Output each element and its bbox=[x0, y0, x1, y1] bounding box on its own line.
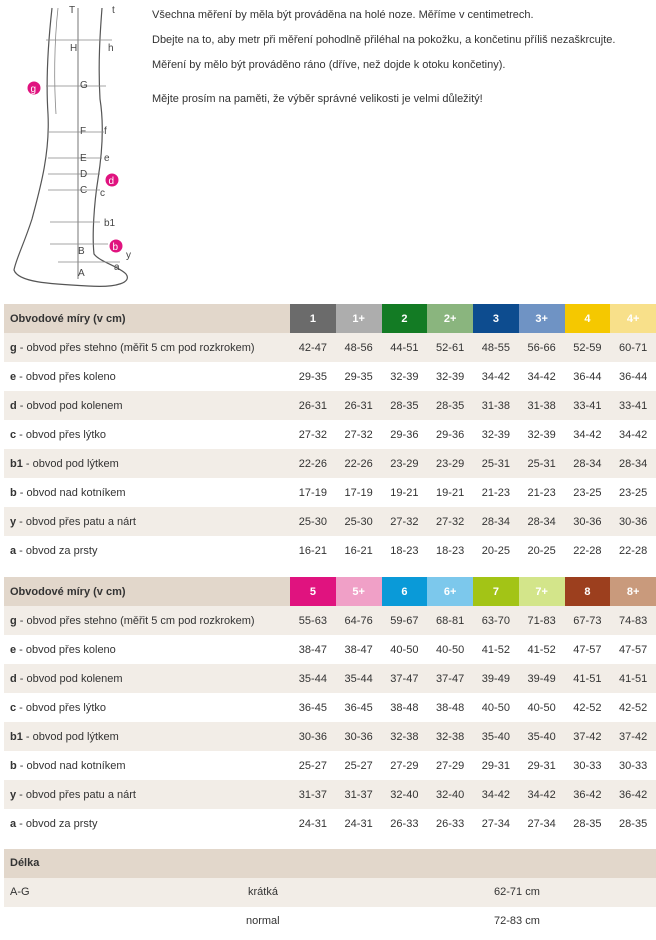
svg-text:y: y bbox=[126, 250, 131, 261]
size-header-8-plus: 8+ bbox=[610, 577, 656, 606]
size-header-7-plus: 7+ bbox=[519, 577, 565, 606]
measurement-description: - obvod za prsty bbox=[16, 544, 98, 557]
size-header-7: 7 bbox=[473, 577, 519, 606]
measurement-description: - obvod přes stehno (měřit 5 cm pod rozkrokem) bbox=[16, 341, 255, 354]
table-row bbox=[4, 780, 656, 809]
measurement-value: 34-42 bbox=[565, 420, 611, 449]
measurement-label bbox=[4, 536, 290, 565]
measurement-label bbox=[4, 693, 290, 722]
measurement-code: c bbox=[10, 701, 17, 714]
measurement-value: 25-27 bbox=[336, 751, 382, 780]
measurement-value: 28-35 bbox=[610, 809, 656, 838]
table-row bbox=[4, 635, 656, 664]
measurement-value: 35-40 bbox=[473, 722, 519, 751]
measurement-value: 20-25 bbox=[519, 536, 565, 565]
measurement-label bbox=[4, 722, 290, 751]
measurement-value: 31-38 bbox=[519, 391, 565, 420]
measurement-value: 25-30 bbox=[336, 507, 382, 536]
table-row bbox=[4, 362, 656, 391]
measurement-code: d bbox=[10, 399, 17, 412]
svg-text:C: C bbox=[80, 185, 88, 196]
instructions-section bbox=[0, 0, 656, 296]
measurement-value: 29-31 bbox=[473, 751, 519, 780]
measurement-value: 24-31 bbox=[336, 809, 382, 838]
measurement-code: y bbox=[10, 515, 17, 528]
length-type: krátká bbox=[248, 886, 278, 898]
measurement-value: 56-66 bbox=[519, 333, 565, 362]
size-header-2-plus: 2+ bbox=[427, 304, 473, 333]
measurement-value: 27-32 bbox=[290, 420, 336, 449]
measurement-code: d bbox=[10, 672, 17, 685]
measurement-description: - obvod přes patu a nárt bbox=[16, 515, 136, 528]
measurement-value: 36-45 bbox=[336, 693, 382, 722]
measurement-value: 27-34 bbox=[473, 809, 519, 838]
table-row bbox=[4, 693, 656, 722]
measurement-value: 74-83 bbox=[610, 606, 656, 635]
measurement-value: 25-30 bbox=[290, 507, 336, 536]
table-header-row bbox=[4, 577, 656, 606]
measurement-value: 23-29 bbox=[427, 449, 473, 478]
measurement-value: 40-50 bbox=[473, 693, 519, 722]
measurement-description: - obvod pod lýtkem bbox=[22, 457, 119, 470]
instruction-3: Měření by mělo být prováděno ráno (dříve, než dojde k otoku končetiny). bbox=[152, 59, 506, 71]
measurement-value: 35-40 bbox=[519, 722, 565, 751]
measurement-value: 41-52 bbox=[519, 635, 565, 664]
measurement-value: 17-19 bbox=[336, 478, 382, 507]
table-row bbox=[4, 507, 656, 536]
measurement-value: 27-29 bbox=[427, 751, 473, 780]
measurement-value: 27-29 bbox=[382, 751, 428, 780]
length-header: Délka bbox=[4, 849, 656, 878]
measurement-label bbox=[4, 478, 290, 507]
measurement-value: 41-52 bbox=[473, 635, 519, 664]
measurement-description: - obvod pod lýtkem bbox=[22, 730, 119, 743]
table-header-label: Obvodové míry (v cm) bbox=[4, 577, 290, 606]
measurement-value: 52-61 bbox=[427, 333, 473, 362]
measurement-value: 40-50 bbox=[519, 693, 565, 722]
measurement-value: 40-50 bbox=[382, 635, 428, 664]
measurement-value: 32-39 bbox=[473, 420, 519, 449]
measurement-code: e bbox=[10, 643, 17, 656]
measurement-value: 34-42 bbox=[519, 780, 565, 809]
measurement-value: 29-36 bbox=[427, 420, 473, 449]
measurement-code: a bbox=[10, 817, 17, 830]
measurement-value: 40-50 bbox=[427, 635, 473, 664]
measurement-label bbox=[4, 333, 290, 362]
measurement-value: 68-81 bbox=[427, 606, 473, 635]
measurement-value: 55-63 bbox=[290, 606, 336, 635]
measurement-value: 29-31 bbox=[519, 751, 565, 780]
svg-text:H: H bbox=[70, 43, 78, 54]
measurement-value: 28-34 bbox=[610, 449, 656, 478]
table-header-row bbox=[4, 304, 656, 333]
svg-text:b1: b1 bbox=[104, 218, 116, 229]
length-row bbox=[4, 878, 656, 907]
measurement-value: 19-21 bbox=[382, 478, 428, 507]
measurement-label bbox=[4, 449, 290, 478]
measurement-value: 30-33 bbox=[610, 751, 656, 780]
svg-text:b: b bbox=[112, 242, 119, 253]
instruction-2: Dbejte na to, aby metr při měření pohodlně přiléhal na pokožku, a končetinu příliš nezaškrcujte. bbox=[152, 34, 616, 46]
size-header-8: 8 bbox=[565, 577, 611, 606]
measurement-description: - obvod přes lýtko bbox=[16, 701, 106, 714]
svg-text:e: e bbox=[104, 153, 110, 164]
size-table-1 bbox=[4, 304, 656, 565]
measurement-value: 34-42 bbox=[519, 362, 565, 391]
size-header-1-plus: 1+ bbox=[336, 304, 382, 333]
measurement-value: 32-39 bbox=[382, 362, 428, 391]
measurement-value: 23-25 bbox=[610, 478, 656, 507]
measurement-value: 37-47 bbox=[382, 664, 428, 693]
measurement-value: 38-47 bbox=[290, 635, 336, 664]
measurement-label bbox=[4, 635, 290, 664]
measurement-label bbox=[4, 391, 290, 420]
measurement-value: 38-47 bbox=[336, 635, 382, 664]
measurement-value: 27-32 bbox=[382, 507, 428, 536]
measurement-value: 29-35 bbox=[336, 362, 382, 391]
measurement-value: 47-57 bbox=[565, 635, 611, 664]
measurement-description: - obvod pod kolenem bbox=[16, 672, 123, 685]
svg-text:F: F bbox=[80, 126, 87, 137]
measurement-value: 28-35 bbox=[382, 391, 428, 420]
length-table bbox=[4, 849, 656, 936]
measurement-value: 23-29 bbox=[382, 449, 428, 478]
measurement-value: 32-40 bbox=[427, 780, 473, 809]
measurement-description: - obvod přes koleno bbox=[16, 370, 116, 383]
svg-text:E: E bbox=[80, 153, 87, 164]
measurement-value: 30-36 bbox=[290, 722, 336, 751]
measurement-value: 26-33 bbox=[382, 809, 428, 838]
size-header-6: 6 bbox=[382, 577, 428, 606]
measurement-value: 18-23 bbox=[382, 536, 428, 565]
measurement-value: 32-38 bbox=[382, 722, 428, 751]
measurement-value: 36-44 bbox=[610, 362, 656, 391]
measurement-label bbox=[4, 780, 290, 809]
measurement-code: a bbox=[10, 544, 17, 557]
measurement-value: 71-83 bbox=[519, 606, 565, 635]
measurement-description: - obvod přes stehno (měřit 5 cm pod rozkrokem) bbox=[16, 614, 255, 627]
measurement-label bbox=[4, 606, 290, 635]
measurement-value: 64-76 bbox=[336, 606, 382, 635]
measurement-value: 48-55 bbox=[473, 333, 519, 362]
svg-text:A: A bbox=[78, 268, 85, 279]
measurement-value: 37-47 bbox=[427, 664, 473, 693]
measurement-value: 39-49 bbox=[519, 664, 565, 693]
length-type: normal bbox=[246, 915, 280, 927]
measurement-value: 59-67 bbox=[382, 606, 428, 635]
measurement-code: b1 bbox=[10, 457, 23, 470]
measurement-value: 21-23 bbox=[519, 478, 565, 507]
measurement-value: 44-51 bbox=[382, 333, 428, 362]
size-header-5: 5 bbox=[290, 577, 336, 606]
table-row bbox=[4, 809, 656, 838]
measurement-value: 26-31 bbox=[336, 391, 382, 420]
measurement-value: 32-38 bbox=[427, 722, 473, 751]
measurement-value: 41-51 bbox=[610, 664, 656, 693]
size-header-3-plus: 3+ bbox=[519, 304, 565, 333]
measurement-value: 30-36 bbox=[610, 507, 656, 536]
measurement-value: 17-19 bbox=[290, 478, 336, 507]
measurement-value: 36-44 bbox=[565, 362, 611, 391]
measurement-value: 31-37 bbox=[290, 780, 336, 809]
table-row bbox=[4, 420, 656, 449]
length-measure: A-G bbox=[10, 886, 30, 898]
measurement-value: 34-42 bbox=[610, 420, 656, 449]
svg-text:f: f bbox=[104, 126, 107, 137]
measurement-code: g bbox=[10, 614, 17, 627]
length-row bbox=[4, 907, 656, 936]
measurement-value: 23-25 bbox=[565, 478, 611, 507]
measurement-value: 28-34 bbox=[519, 507, 565, 536]
measurement-value: 32-39 bbox=[427, 362, 473, 391]
measurement-label bbox=[4, 362, 290, 391]
svg-text:T: T bbox=[69, 5, 76, 16]
measurement-value: 32-39 bbox=[519, 420, 565, 449]
measurement-code: c bbox=[10, 428, 17, 441]
svg-text:c: c bbox=[100, 188, 105, 199]
size-header-4-plus: 4+ bbox=[610, 304, 656, 333]
measurement-value: 27-34 bbox=[519, 809, 565, 838]
measurement-label bbox=[4, 664, 290, 693]
table-row bbox=[4, 722, 656, 751]
svg-text:g: g bbox=[30, 84, 37, 95]
svg-text:G: G bbox=[80, 80, 88, 91]
measurement-value: 24-31 bbox=[290, 809, 336, 838]
size-header-5-plus: 5+ bbox=[336, 577, 382, 606]
measurement-value: 16-21 bbox=[290, 536, 336, 565]
measurement-code: b bbox=[10, 759, 17, 772]
measurement-value: 41-51 bbox=[565, 664, 611, 693]
measurement-code: g bbox=[10, 341, 17, 354]
leg-measurement-diagram bbox=[8, 4, 132, 288]
measurement-value: 32-40 bbox=[382, 780, 428, 809]
measurement-value: 16-21 bbox=[336, 536, 382, 565]
measurement-label bbox=[4, 507, 290, 536]
measurement-value: 29-36 bbox=[382, 420, 428, 449]
measurement-value: 30-33 bbox=[565, 751, 611, 780]
measurement-value: 18-23 bbox=[427, 536, 473, 565]
measurement-value: 26-31 bbox=[290, 391, 336, 420]
measurement-value: 31-37 bbox=[336, 780, 382, 809]
measurement-value: 27-32 bbox=[336, 420, 382, 449]
measurement-label bbox=[4, 751, 290, 780]
measurement-value: 27-32 bbox=[427, 507, 473, 536]
table-row bbox=[4, 478, 656, 507]
measurement-description: - obvod přes lýtko bbox=[16, 428, 106, 441]
size-header-2: 2 bbox=[382, 304, 428, 333]
measurement-value: 48-56 bbox=[336, 333, 382, 362]
measurement-value: 22-26 bbox=[290, 449, 336, 478]
measurement-label bbox=[4, 809, 290, 838]
measurement-description: - obvod nad kotníkem bbox=[16, 486, 126, 499]
svg-text:t: t bbox=[112, 5, 115, 16]
measurement-value: 28-35 bbox=[427, 391, 473, 420]
measurement-value: 36-45 bbox=[290, 693, 336, 722]
table-row bbox=[4, 751, 656, 780]
measurement-value: 35-44 bbox=[290, 664, 336, 693]
measurement-value: 25-31 bbox=[519, 449, 565, 478]
measurement-value: 52-59 bbox=[565, 333, 611, 362]
svg-text:d: d bbox=[108, 176, 115, 187]
measurement-value: 37-42 bbox=[565, 722, 611, 751]
measurement-value: 20-25 bbox=[473, 536, 519, 565]
measurement-value: 34-42 bbox=[473, 780, 519, 809]
measurement-value: 39-49 bbox=[473, 664, 519, 693]
table-row bbox=[4, 536, 656, 565]
table-row bbox=[4, 606, 656, 635]
measurement-description: - obvod přes patu a nárt bbox=[16, 788, 136, 801]
measurement-value: 29-35 bbox=[290, 362, 336, 391]
measurement-description: - obvod přes koleno bbox=[16, 643, 116, 656]
measurement-value: 37-42 bbox=[610, 722, 656, 751]
measurement-description: - obvod nad kotníkem bbox=[16, 759, 126, 772]
measurement-description: - obvod za prsty bbox=[16, 817, 98, 830]
measurement-value: 28-34 bbox=[565, 449, 611, 478]
instruction-1: Všechna měření by měla být prováděna na holé noze. Měříme v centimetrech. bbox=[152, 9, 534, 21]
measurement-value: 42-47 bbox=[290, 333, 336, 362]
measurement-value: 36-42 bbox=[565, 780, 611, 809]
instructions-text bbox=[152, 8, 652, 117]
size-header-6-plus: 6+ bbox=[427, 577, 473, 606]
table-row bbox=[4, 391, 656, 420]
measurement-code: b bbox=[10, 486, 17, 499]
measurement-code: y bbox=[10, 788, 17, 801]
svg-text:h: h bbox=[108, 43, 114, 54]
svg-text:a: a bbox=[114, 262, 120, 273]
measurement-description: - obvod pod kolenem bbox=[16, 399, 123, 412]
length-value: 62-71 cm bbox=[494, 886, 540, 898]
measurement-value: 42-52 bbox=[610, 693, 656, 722]
size-table-2 bbox=[4, 577, 656, 838]
measurement-value: 42-52 bbox=[565, 693, 611, 722]
table-header-label: Obvodové míry (v cm) bbox=[4, 304, 290, 333]
measurement-code: e bbox=[10, 370, 17, 383]
measurement-label bbox=[4, 420, 290, 449]
size-header-3: 3 bbox=[473, 304, 519, 333]
measurement-value: 21-23 bbox=[473, 478, 519, 507]
size-header-1: 1 bbox=[290, 304, 336, 333]
measurement-value: 36-42 bbox=[610, 780, 656, 809]
table-row bbox=[4, 449, 656, 478]
measurement-value: 22-28 bbox=[610, 536, 656, 565]
measurement-value: 60-71 bbox=[610, 333, 656, 362]
measurement-value: 33-41 bbox=[565, 391, 611, 420]
measurement-value: 25-27 bbox=[290, 751, 336, 780]
measurement-value: 22-28 bbox=[565, 536, 611, 565]
measurement-value: 38-48 bbox=[382, 693, 428, 722]
svg-text:B: B bbox=[78, 246, 85, 257]
measurement-value: 47-57 bbox=[610, 635, 656, 664]
measurement-value: 30-36 bbox=[336, 722, 382, 751]
measurement-value: 25-31 bbox=[473, 449, 519, 478]
measurement-value: 30-36 bbox=[565, 507, 611, 536]
measurement-value: 34-42 bbox=[473, 362, 519, 391]
measurement-value: 19-21 bbox=[427, 478, 473, 507]
measurement-value: 28-35 bbox=[565, 809, 611, 838]
measurement-value: 22-26 bbox=[336, 449, 382, 478]
svg-text:D: D bbox=[80, 169, 88, 180]
table-row bbox=[4, 333, 656, 362]
table-row bbox=[4, 664, 656, 693]
size-header-4: 4 bbox=[565, 304, 611, 333]
length-value: 72-83 cm bbox=[494, 915, 540, 927]
measurement-code: b1 bbox=[10, 730, 23, 743]
measurement-value: 31-38 bbox=[473, 391, 519, 420]
measurement-value: 63-70 bbox=[473, 606, 519, 635]
instruction-4: Mějte prosím na paměti, že výběr správné velikosti je velmi důležitý! bbox=[152, 93, 483, 105]
measurement-value: 33-41 bbox=[610, 391, 656, 420]
measurement-value: 35-44 bbox=[336, 664, 382, 693]
measurement-value: 26-33 bbox=[427, 809, 473, 838]
measurement-value: 38-48 bbox=[427, 693, 473, 722]
measurement-value: 28-34 bbox=[473, 507, 519, 536]
measurement-value: 67-73 bbox=[565, 606, 611, 635]
